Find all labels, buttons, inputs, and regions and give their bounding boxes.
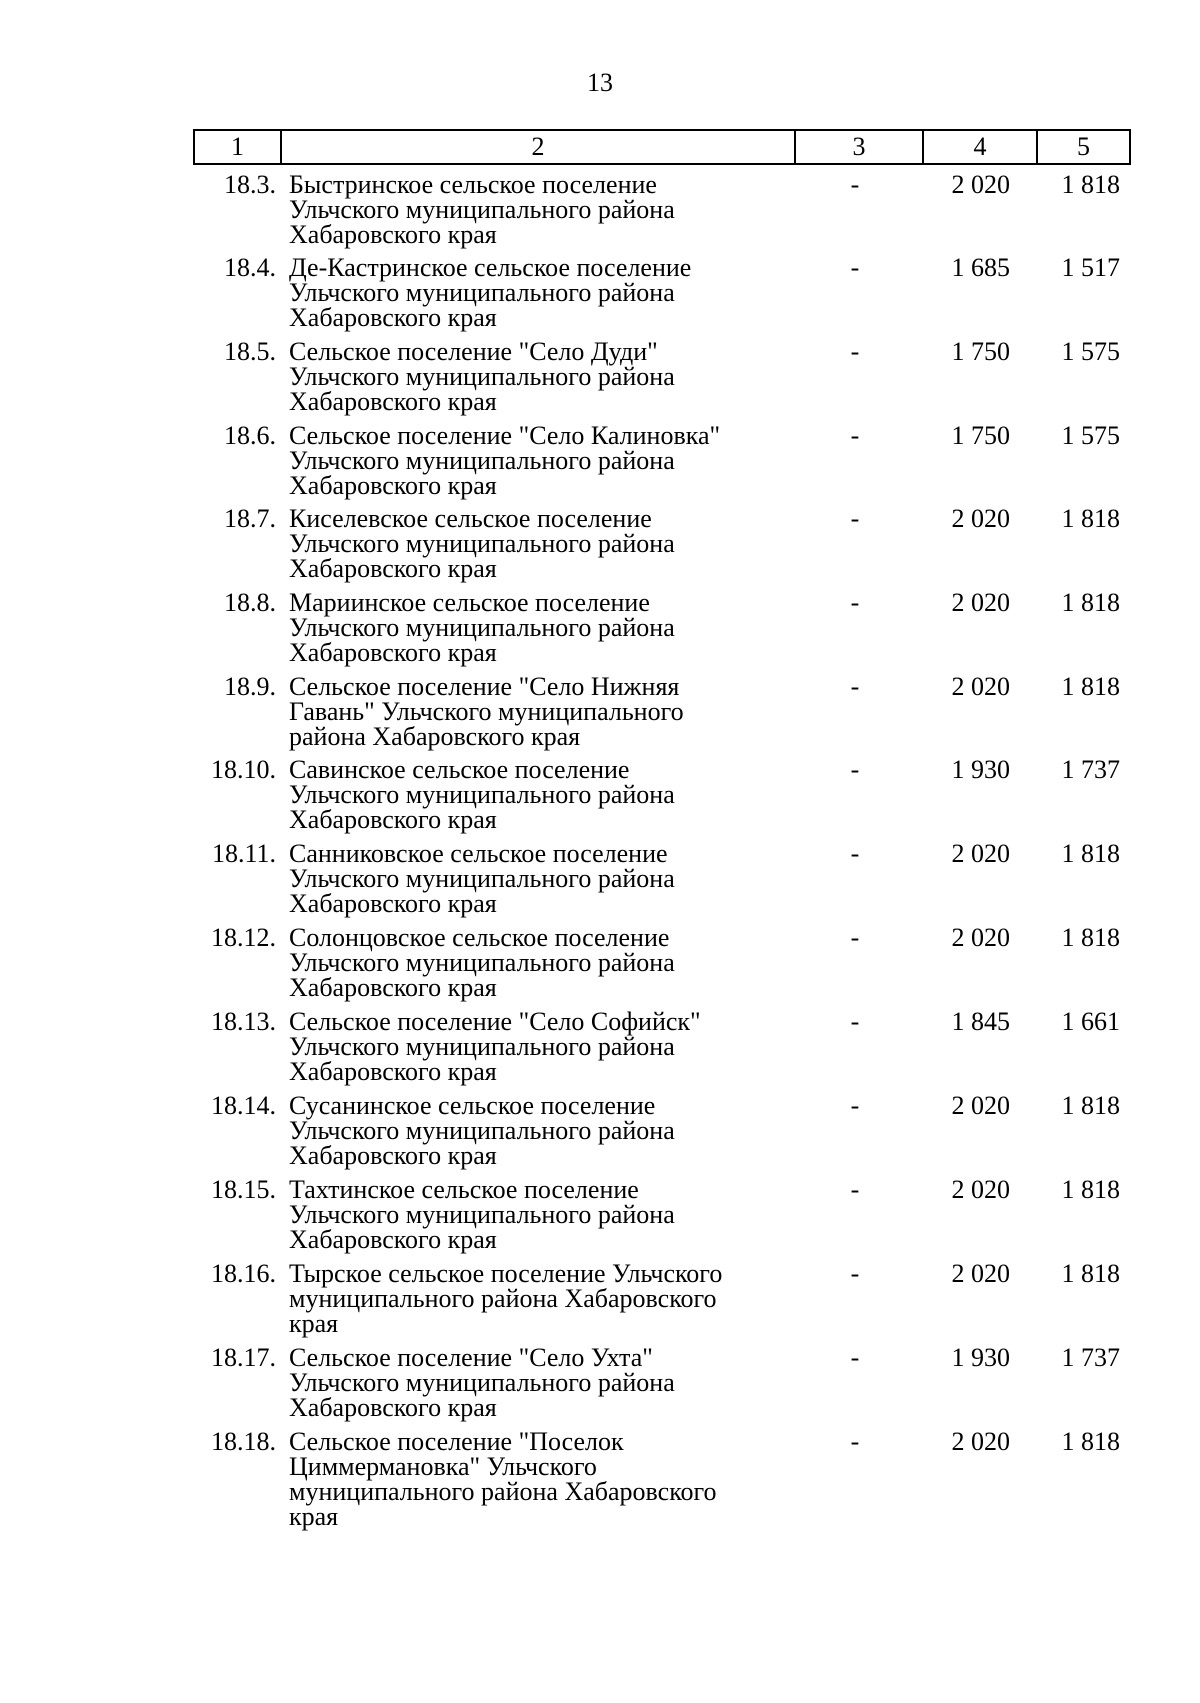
settlement-name-line: Ульчского муниципального района: [289, 278, 675, 307]
settlement-name-line: муниципального района Хабаровского: [289, 1284, 717, 1313]
settlement-name: [289, 172, 789, 247]
column-5-value: 1 818: [1061, 1175, 1120, 1204]
settlement-name-line: Хабаровского края: [289, 387, 497, 416]
column-5-value: 1 818: [1061, 170, 1120, 199]
header-col-1: 1: [194, 130, 281, 164]
row-number: 18.7.: [224, 504, 276, 533]
settlement-name-line: Циммермановка" Ульчского: [289, 1452, 597, 1481]
row-number: 18.6.: [224, 421, 276, 450]
settlement-name: [289, 1009, 789, 1084]
column-4-value: 2 020: [951, 504, 1010, 533]
column-3-value: -: [850, 755, 860, 784]
settlement-name-line: района Хабаровского края: [289, 722, 581, 751]
settlement-name: [289, 423, 789, 498]
settlement-name-line: Сельское поселение "Село Калиновка": [289, 421, 721, 450]
page-number: 13: [587, 68, 613, 97]
column-4-value: 2 020: [951, 1091, 1010, 1120]
settlement-name-line: Ульчского муниципального района: [289, 446, 675, 475]
settlement-name-line: Ульчского муниципального района: [289, 780, 675, 809]
column-4-value: 2 020: [951, 170, 1010, 199]
settlement-name-line: края: [289, 1309, 339, 1338]
column-3-value: -: [850, 839, 860, 868]
settlement-name-line: Хабаровского края: [289, 1141, 497, 1170]
settlement-name-line: Ульчского муниципального района: [289, 864, 675, 893]
settlement-name-line: Киселевское сельское поселение: [289, 504, 652, 533]
column-4-value: 1 845: [951, 1007, 1010, 1036]
column-3-value: -: [850, 588, 860, 617]
row-number: 18.12.: [211, 923, 276, 952]
column-3-value: -: [850, 923, 860, 952]
settlement-name: [289, 1177, 789, 1252]
settlement-name-line: Ульчского муниципального района: [289, 362, 675, 391]
column-4-value: 1 930: [951, 755, 1010, 784]
settlement-name-line: Сельское поселение "Село Ухта": [289, 1343, 653, 1372]
settlement-name-line: Савинское сельское поселение: [289, 755, 630, 784]
settlement-name: [289, 339, 789, 414]
settlement-name-line: Де-Кастринское сельское поселение: [289, 253, 692, 282]
column-3-value: -: [850, 170, 860, 199]
settlement-name-line: Ульчского муниципального района: [289, 529, 675, 558]
column-5-value: 1 818: [1061, 672, 1120, 701]
row-number: 18.3.: [224, 170, 276, 199]
settlement-name-line: Тырское сельское поселение Ульчского: [289, 1259, 723, 1288]
settlement-name: [289, 506, 789, 581]
settlement-name: [289, 674, 789, 749]
row-number: 18.15.: [211, 1175, 276, 1204]
column-3-value: -: [850, 1343, 860, 1372]
settlement-name-line: Сельское поселение "Село Дуди": [289, 337, 658, 366]
column-3-value: -: [850, 1091, 860, 1120]
header-col-4: 4: [923, 130, 1037, 164]
column-3-value: -: [850, 1427, 860, 1456]
row-number: 18.9.: [224, 672, 276, 701]
column-4-value: 2 020: [951, 1175, 1010, 1204]
settlement-name-line: Солонцовское сельское поселение: [289, 923, 670, 952]
settlement-name: [289, 1093, 789, 1168]
settlement-name-line: Хабаровского края: [289, 889, 497, 918]
settlement-name-line: Хабаровского края: [289, 471, 497, 500]
header-col-3: 3: [795, 130, 923, 164]
settlement-name-line: края: [289, 1502, 339, 1531]
settlement-name-line: Хабаровского края: [289, 554, 497, 583]
column-3-value: -: [850, 337, 860, 366]
settlement-name-line: Хабаровского края: [289, 303, 497, 332]
settlement-name-line: Хабаровского края: [289, 805, 497, 834]
column-5-value: 1 818: [1061, 504, 1120, 533]
row-number: 18.13.: [211, 1007, 276, 1036]
settlement-name-line: Сельское поселение "Село Нижняя: [289, 672, 680, 701]
settlement-name-line: Сусанинское сельское поселение: [289, 1091, 656, 1120]
settlement-name-line: Хабаровского края: [289, 1225, 497, 1254]
column-5-value: 1 818: [1061, 839, 1120, 868]
column-3-value: -: [850, 1007, 860, 1036]
column-4-value: 2 020: [951, 672, 1010, 701]
settlement-name: [289, 590, 789, 665]
column-5-value: 1 818: [1061, 588, 1120, 617]
row-number: 18.5.: [224, 337, 276, 366]
column-5-value: 1 575: [1061, 421, 1120, 450]
row-number: 18.16.: [211, 1259, 276, 1288]
column-3-value: -: [850, 1175, 860, 1204]
column-5-value: 1 818: [1061, 1091, 1120, 1120]
settlement-name: [289, 255, 789, 330]
row-number: 18.18.: [211, 1427, 276, 1456]
column-4-value: 1 685: [951, 253, 1010, 282]
column-5-value: 1 737: [1061, 755, 1120, 784]
settlement-name-line: Хабаровского края: [289, 1393, 497, 1422]
settlement-name-line: Хабаровского края: [289, 973, 497, 1002]
settlement-name-line: Хабаровского края: [289, 638, 497, 667]
settlement-name-line: Ульчского муниципального района: [289, 1368, 675, 1397]
column-4-value: 1 750: [951, 337, 1010, 366]
column-4-value: 2 020: [951, 923, 1010, 952]
settlement-name: [289, 1429, 789, 1529]
row-number: 18.14.: [211, 1091, 276, 1120]
column-4-value: 1 930: [951, 1343, 1010, 1372]
settlement-name: [289, 841, 789, 916]
settlement-name-line: Хабаровского края: [289, 1057, 497, 1086]
settlement-name: [289, 1261, 789, 1336]
column-4-value: 2 020: [951, 839, 1010, 868]
column-3-value: -: [850, 672, 860, 701]
column-3-value: -: [850, 504, 860, 533]
settlement-name-line: Сельское поселение "Поселок: [289, 1427, 624, 1456]
settlement-name-line: Ульчского муниципального района: [289, 1032, 675, 1061]
settlement-name-line: Сельское поселение "Село Софийск": [289, 1007, 701, 1036]
row-number: 18.8.: [224, 588, 276, 617]
settlement-name-line: Санниковское сельское поселение: [289, 839, 668, 868]
settlement-name-line: Хабаровского края: [289, 220, 497, 249]
settlement-name-line: Ульчского муниципального района: [289, 195, 675, 224]
settlement-name: [289, 1345, 789, 1420]
column-3-value: -: [850, 1259, 860, 1288]
row-number: 18.11.: [211, 839, 276, 868]
settlement-name-line: Мариинское сельское поселение: [289, 588, 650, 617]
column-5-value: 1 517: [1061, 253, 1120, 282]
column-4-value: 2 020: [951, 588, 1010, 617]
column-4-value: 2 020: [951, 1427, 1010, 1456]
settlement-name: [289, 925, 789, 1000]
settlement-name-line: Гавань" Ульчского муниципального: [289, 697, 684, 726]
column-4-value: 1 750: [951, 421, 1010, 450]
settlement-name: [289, 757, 789, 832]
column-3-value: -: [850, 421, 860, 450]
column-5-value: 1 818: [1061, 1259, 1120, 1288]
column-5-value: 1 575: [1061, 337, 1120, 366]
settlement-name-line: Тахтинское сельское поселение: [289, 1175, 639, 1204]
settlement-name-line: муниципального района Хабаровского: [289, 1477, 717, 1506]
column-3-value: -: [850, 253, 860, 282]
header-col-2: 2: [281, 130, 795, 164]
header-col-5: 5: [1037, 130, 1130, 164]
settlement-name-line: Быстринское сельское поселение: [289, 170, 657, 199]
settlement-name-line: Ульчского муниципального района: [289, 948, 675, 977]
column-5-value: 1 818: [1061, 923, 1120, 952]
row-number: 18.17.: [211, 1343, 276, 1372]
row-number: 18.10.: [211, 755, 276, 784]
settlement-name-line: Ульчского муниципального района: [289, 1200, 675, 1229]
column-4-value: 2 020: [951, 1259, 1010, 1288]
column-5-value: 1 737: [1061, 1343, 1120, 1372]
row-number: 18.4.: [224, 253, 276, 282]
settlement-name-line: Ульчского муниципального района: [289, 1116, 675, 1145]
settlement-name-line: Ульчского муниципального района: [289, 613, 675, 642]
column-5-value: 1 661: [1061, 1007, 1120, 1036]
column-5-value: 1 818: [1061, 1427, 1120, 1456]
